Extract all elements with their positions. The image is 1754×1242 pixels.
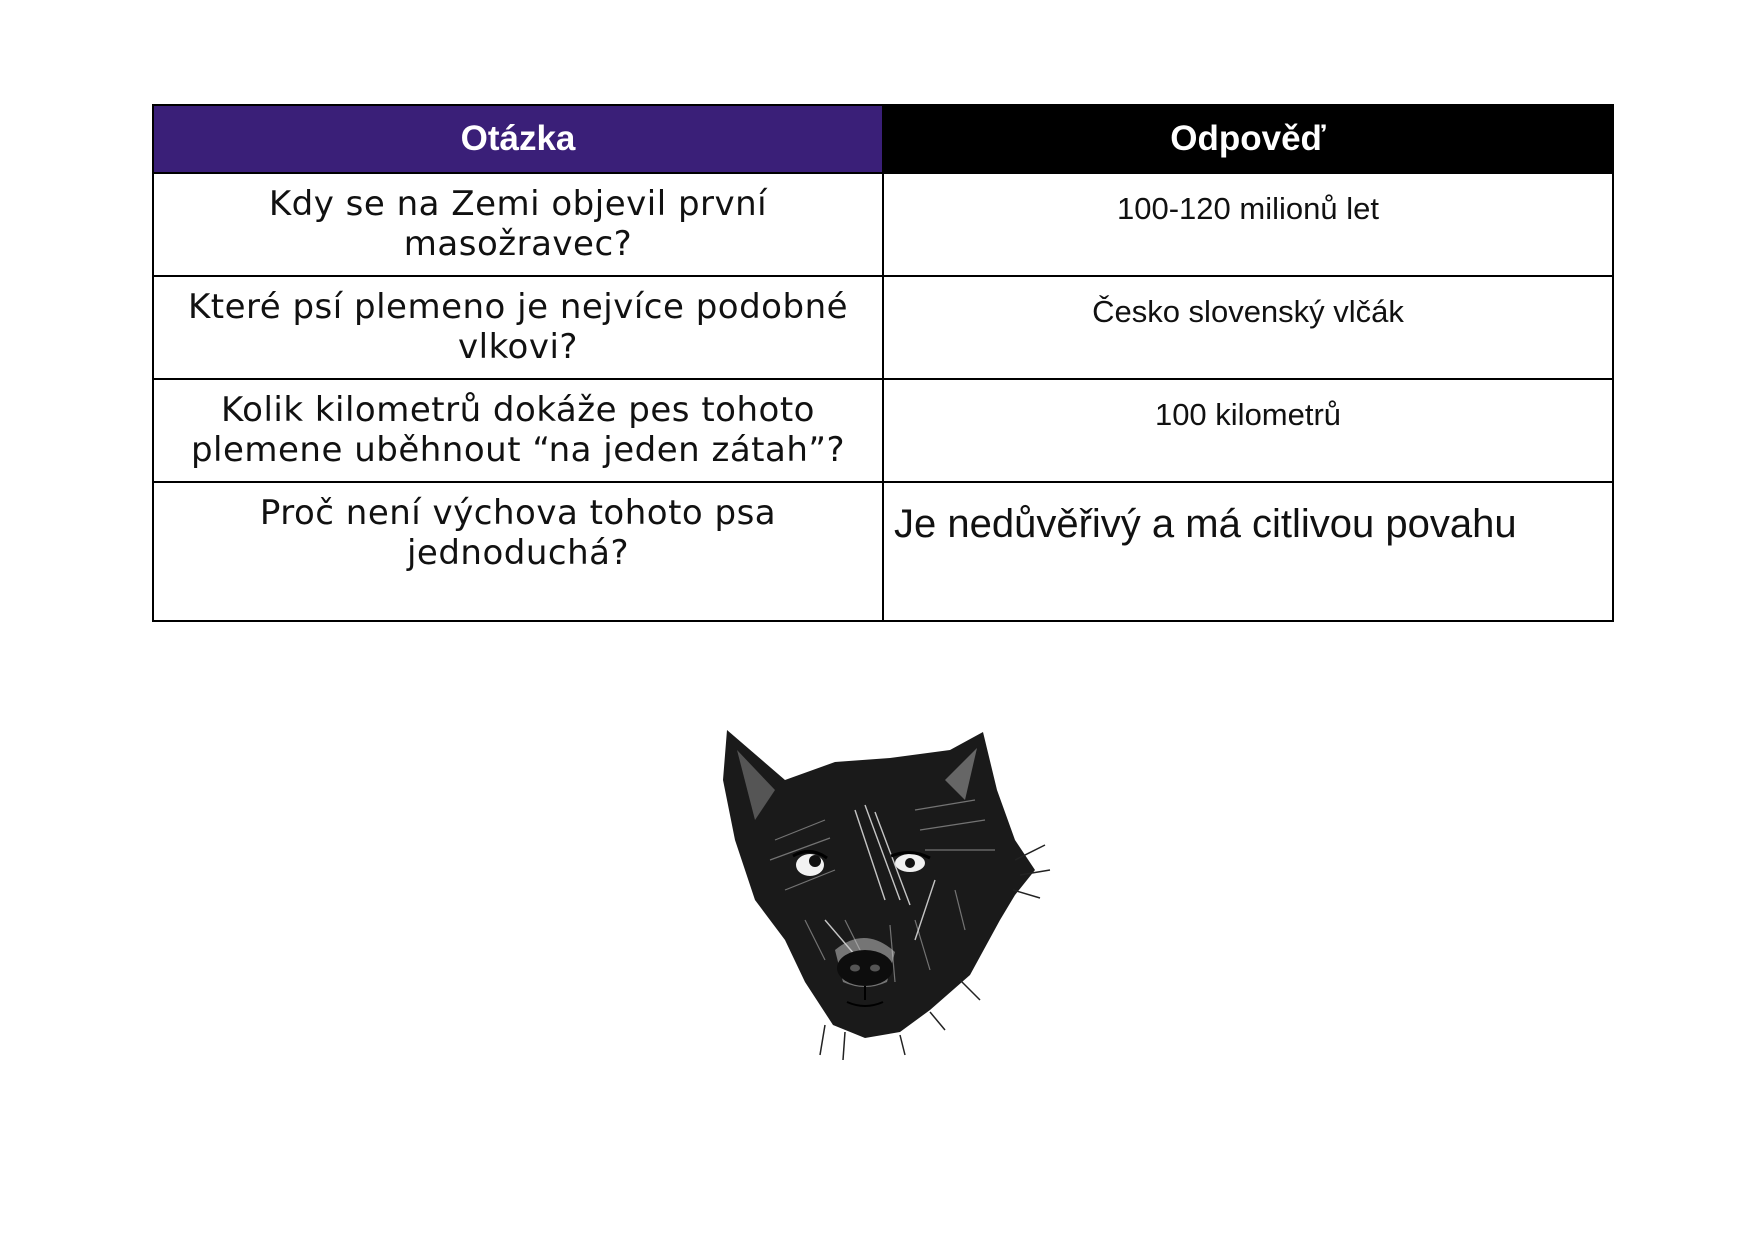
answer-cell [883, 276, 1613, 379]
answer-cell [883, 482, 1613, 621]
question-text: Které psí plemeno je nejvíce podobné vlkovi? [187, 287, 849, 367]
answer-text: 100 kilometrů [1154, 397, 1342, 432]
answer-cell [883, 173, 1613, 276]
table-row [153, 482, 1613, 621]
table-header-row [153, 105, 1613, 173]
question-cell [153, 173, 883, 276]
answer-cell [883, 379, 1613, 482]
answer-text: Je nedůvěřivý a má citlivou povahu [894, 502, 1517, 546]
table-row [153, 276, 1613, 379]
question-text: Proč není výchova tohoto psa jednoduchá? [259, 493, 777, 573]
question-cell [153, 482, 883, 621]
header-question: Otázka [153, 105, 883, 173]
answer-text: Česko slovenský vlčák [1092, 294, 1404, 329]
header-answer: Odpověď [883, 105, 1613, 173]
table-row [153, 379, 1613, 482]
question-text: Kolik kilometrů dokáže pes tohoto plemene uběhnout “na jeden zátah”? [190, 390, 846, 470]
question-text: Kdy se na Zemi objevil první masožravec? [268, 184, 768, 264]
answer-text: 100-120 milionů let [1117, 191, 1379, 226]
table-row [153, 173, 1613, 276]
qa-table [152, 104, 1614, 622]
question-cell [153, 379, 883, 482]
question-cell [153, 276, 883, 379]
wolf-head-sketch-icon [715, 720, 1055, 1075]
